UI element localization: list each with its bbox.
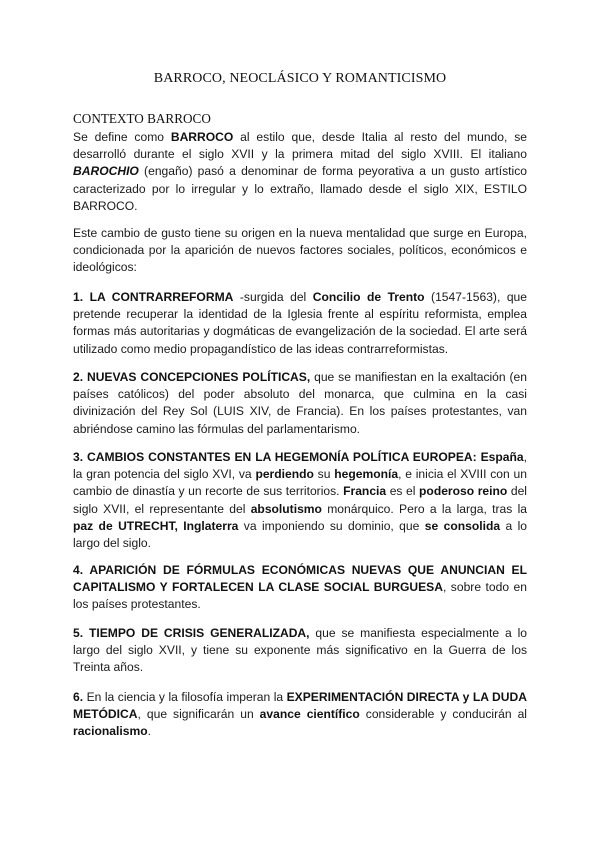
list-item-concepciones-politicas: 2. NUEVAS CONCEPCIONES POLÍTICAS, que se manifiestan en la exaltación (en países católicos) del poder absoluto del monarca, que culmina en la casi divinización del Rey Sol (LUIS XIV, de Francia). En los países protestantes, van abriéndose camino las fórmulas del parlamentarismo. bbox=[73, 370, 527, 436]
list-item-crisis-generalizada: 5. TIEMPO DE CRISIS GENERALIZADA, que se manifiesta especialmente a lo largo del siglo XVII, y tiene su exponente más significativo en la Guerra de los Treinta años. bbox=[73, 626, 527, 675]
intro-paragraph: Se define como BARROCO al estilo que, desde Italia al resto del mundo, se desarrolló durante el siglo XVII y la primera mitad del siglo XVIII. El italiano BAROCHIO (engaño) pasó a denominar de forma peyorativa a un gusto artístico caracterizado por lo irregular y lo extraño, llamado desde el siglo XIX, ESTILO BARROCO. bbox=[73, 130, 527, 213]
list-item-hegemonia-politica: 3. CAMBIOS CONSTANTES EN LA HEGEMONÍA POLÍTICA EUROPEA: España, la gran potencia del siglo XVI, va perdiendo su hegemonía, e inicia el XVIII con un cambio de dinastía y un recorte de sus territorios. Francia es el poderoso reino del siglo XVII, el representante del absolutismo monárquico. Pero a la larga, tras la paz de UTRECHT, Inglaterra va imponiendo su dominio, que se consolida a lo largo del siglo. bbox=[73, 450, 528, 551]
context-paragraph: Este cambio de gusto tiene su origen en la nueva mentalidad que surge en Europa, condicionada por la aparición de nuevos factores sociales, políticos, económicos e ideológicos: bbox=[73, 226, 527, 275]
list-item-formulas-economicas: 4. APARICIÓN DE FÓRMULAS ECONÓMICAS NUEVAS QUE ANUNCIAN EL CAPITALISMO Y FORTALECEN LA CLASE SOCIAL BURGUESA, sobre todo en los países protestantes. bbox=[73, 563, 527, 612]
list-item-ciencia-filosofia: 6. En la ciencia y la filosofía imperan la EXPERIMENTACIÓN DIRECTA y LA DUDA METÓDICA, que significarán un avance científico considerable y conducirán al racionalismo. bbox=[73, 690, 527, 739]
section-heading: CONTEXTO BARROCO bbox=[73, 111, 211, 126]
list-item-contrarreforma: 1. LA CONTRARREFORMA -surgida del Concilio de Trento (1547-1563), que pretende recuperar la identidad de la Iglesia frente al espíritu reformista, emplea formas más autoritarias y dogmáticas de evangelización de la sociedad. El arte será utilizado como medio propagandístico de las ideas contrarreformistas. bbox=[73, 290, 527, 356]
document-title: BARROCO, NEOCLÁSICO Y ROMANTICISMO bbox=[153, 71, 447, 86]
